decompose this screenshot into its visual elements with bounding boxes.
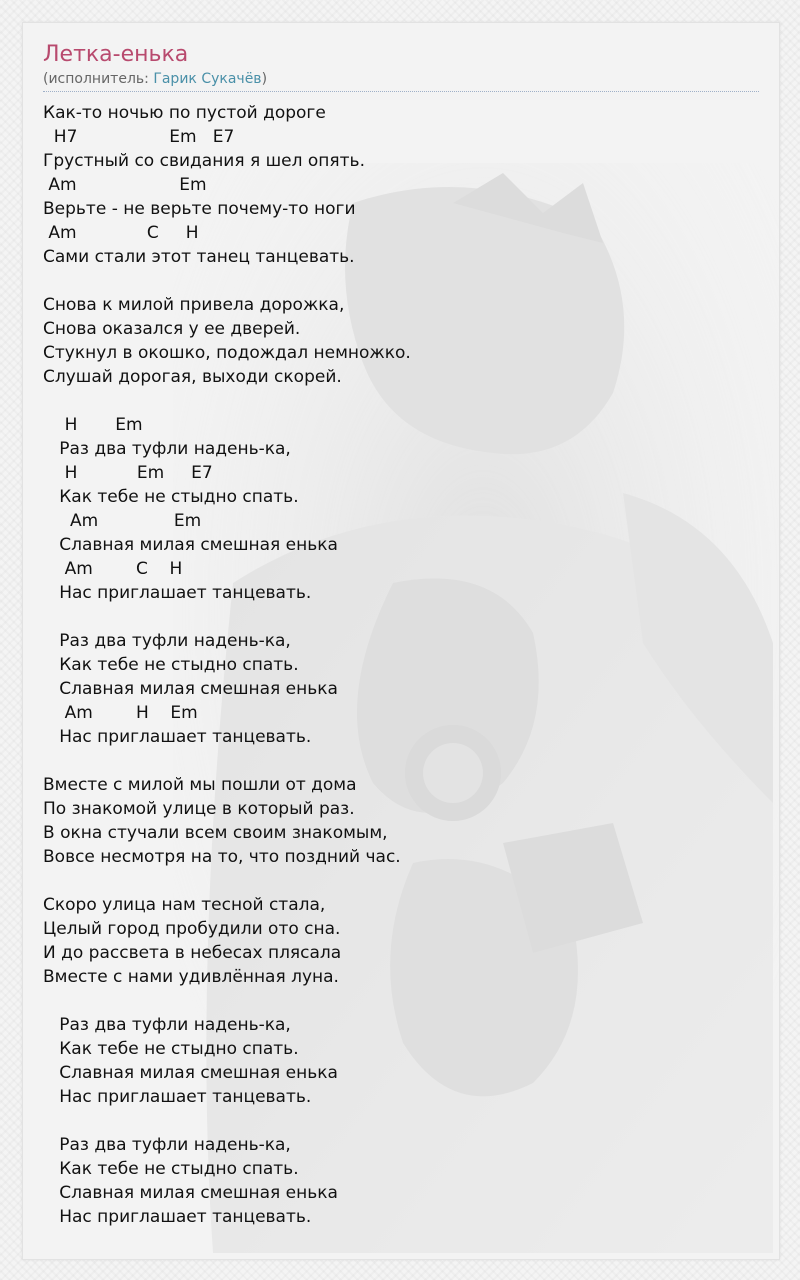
lyric-line: Нас приглашает танцевать. xyxy=(43,1087,312,1107)
blank-line xyxy=(43,749,759,773)
lyric-line: В окна стучали всем своим знакомым, xyxy=(43,823,388,843)
song-title: Летка-енька xyxy=(43,42,189,67)
chord-line: Am H Em xyxy=(43,703,198,723)
lyric-line: Как тебе не стыдно спать. xyxy=(43,1039,299,1059)
chord-line: Am C H xyxy=(43,559,183,579)
lyric-line: Славная милая смешная енька xyxy=(43,535,338,555)
performer-prefix: (исполнитель: xyxy=(43,71,154,87)
lyric-line: Вовсе несмотря на то, что поздний час. xyxy=(43,847,401,867)
lyric-line: Нас приглашает танцевать. xyxy=(43,1207,312,1227)
lyric-line: Как тебе не стыдно спать. xyxy=(43,1159,299,1179)
blank-line xyxy=(43,269,759,293)
chord-line: H7 Em E7 xyxy=(43,127,235,147)
blank-line xyxy=(43,869,759,893)
lyric-line: Нас приглашает танцевать. xyxy=(43,583,312,603)
lyric-line: Славная милая смешная енька xyxy=(43,1183,338,1203)
blank-line xyxy=(43,605,759,629)
lyric-line: Вместе с милой мы пошли от дома xyxy=(43,775,357,795)
lyric-line: Раз два туфли надень-ка, xyxy=(43,1135,291,1155)
lyric-line: Грустный со свидания я шел опять. xyxy=(43,151,365,171)
lyric-line: Раз два туфли надень-ка, xyxy=(43,439,291,459)
lyric-line: И до рассвета в небесах плясала xyxy=(43,943,342,963)
lyric-line: Скоро улица нам тесной стала, xyxy=(43,895,326,915)
chord-line: Am C H xyxy=(43,223,199,243)
lyric-line: По знакомой улице в который раз. xyxy=(43,799,355,819)
lyric-line: Славная милая смешная енька xyxy=(43,679,338,699)
lyric-line: Снова к милой привела дорожка, xyxy=(43,295,345,315)
header-divider xyxy=(43,91,759,92)
lyric-line: Стукнул в окошко, подождал немножко. xyxy=(43,343,411,363)
song-card xyxy=(22,22,780,1260)
lyrics-body xyxy=(43,101,759,1229)
lyric-line: Славная милая смешная енька xyxy=(43,1063,338,1083)
blank-line xyxy=(43,389,759,413)
lyric-line: Верьте - не верьте почему-то ноги xyxy=(43,199,356,219)
lyric-line: Сами стали этот танец танцевать. xyxy=(43,247,355,267)
lyric-line: Целый город пробудили ото сна. xyxy=(43,919,341,939)
lyric-line: Как-то ночью по пустой дороге xyxy=(43,103,326,123)
lyric-line: Слушай дорогая, выходи скорей. xyxy=(43,367,342,387)
blank-line xyxy=(43,1109,759,1133)
chord-line: Am Em xyxy=(43,175,207,195)
performer-line xyxy=(43,69,759,89)
performer-suffix: ) xyxy=(261,71,268,87)
lyric-line: Вместе с нами удивлённая луна. xyxy=(43,967,339,987)
chord-line: H Em E7 xyxy=(43,463,213,483)
lyric-line: Снова оказался у ее дверей. xyxy=(43,319,301,339)
lyric-line: Нас приглашает танцевать. xyxy=(43,727,312,747)
artist-link[interactable]: Гарик Сукачёв xyxy=(153,71,262,87)
song-header xyxy=(43,41,759,92)
blank-line xyxy=(43,989,759,1013)
lyric-line: Как тебе не стыдно спать. xyxy=(43,487,299,507)
lyric-line: Как тебе не стыдно спать. xyxy=(43,655,299,675)
lyric-line: Раз два туфли надень-ка, xyxy=(43,1015,291,1035)
chord-line: H Em xyxy=(43,415,143,435)
chord-line: Am Em xyxy=(43,511,202,531)
lyric-line: Раз два туфли надень-ка, xyxy=(43,631,291,651)
